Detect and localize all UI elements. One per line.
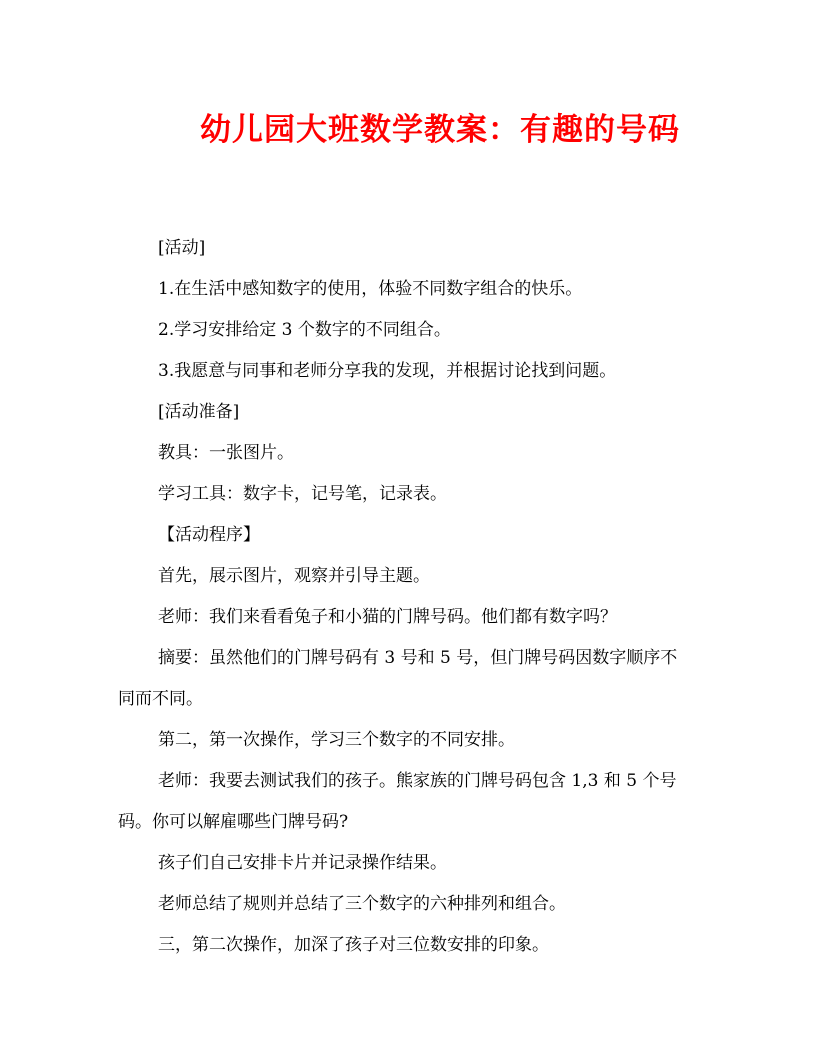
section-heading-preparation: [活动准备] [158, 402, 240, 422]
teacher-question-1: 老师：我们来看看兔子和小猫的门牌号码。他们都有数字吗？ [158, 607, 617, 627]
procedure-step-3: 三，第二次操作，加深了孩子对三位数安排的印象。 [158, 935, 549, 955]
section-heading-activity: [活动] [158, 238, 206, 258]
document-title: 幼儿园大班数学教案：有趣的号码 [200, 112, 680, 148]
teacher-question-2: 老师：我要去测试我们的孩子。熊家族的门牌号码包含 1,3 和 5 个号码。你可以解雇哪些门牌号码? [118, 771, 677, 832]
children-activity: 孩子们自己安排卡片并记录操作结果。 [158, 853, 447, 873]
summary-paragraph: 摘要：虽然他们的门牌号码有 3 号和 5 号，但门牌号码因数字顺序不同而不同。 [118, 648, 678, 709]
goal-item-1: 1.在生活中感知数字的使用，体验不同数字组合的快乐。 [158, 279, 583, 299]
procedure-step-1: 首先，展示图片，观察并引导主题。 [158, 566, 430, 586]
prep-learning-tools: 学习工具：数字卡，记号笔，记录表。 [158, 484, 447, 504]
prep-teaching-aids: 教具：一张图片。 [158, 443, 294, 463]
teacher-summary: 老师总结了规则并总结了三个数字的六种排列和组合。 [158, 894, 566, 914]
document-body [118, 228, 690, 966]
procedure-step-2: 第二，第一次操作，学习三个数字的不同安排。 [158, 730, 515, 750]
goal-item-2: 2.学习安排给定 3 个数字的不同组合。 [158, 320, 451, 340]
goal-item-3: 3.我愿意与同事和老师分享我的发现，并根据讨论找到问题。 [158, 361, 617, 381]
section-heading-procedure: 【活动程序】 [158, 525, 260, 545]
